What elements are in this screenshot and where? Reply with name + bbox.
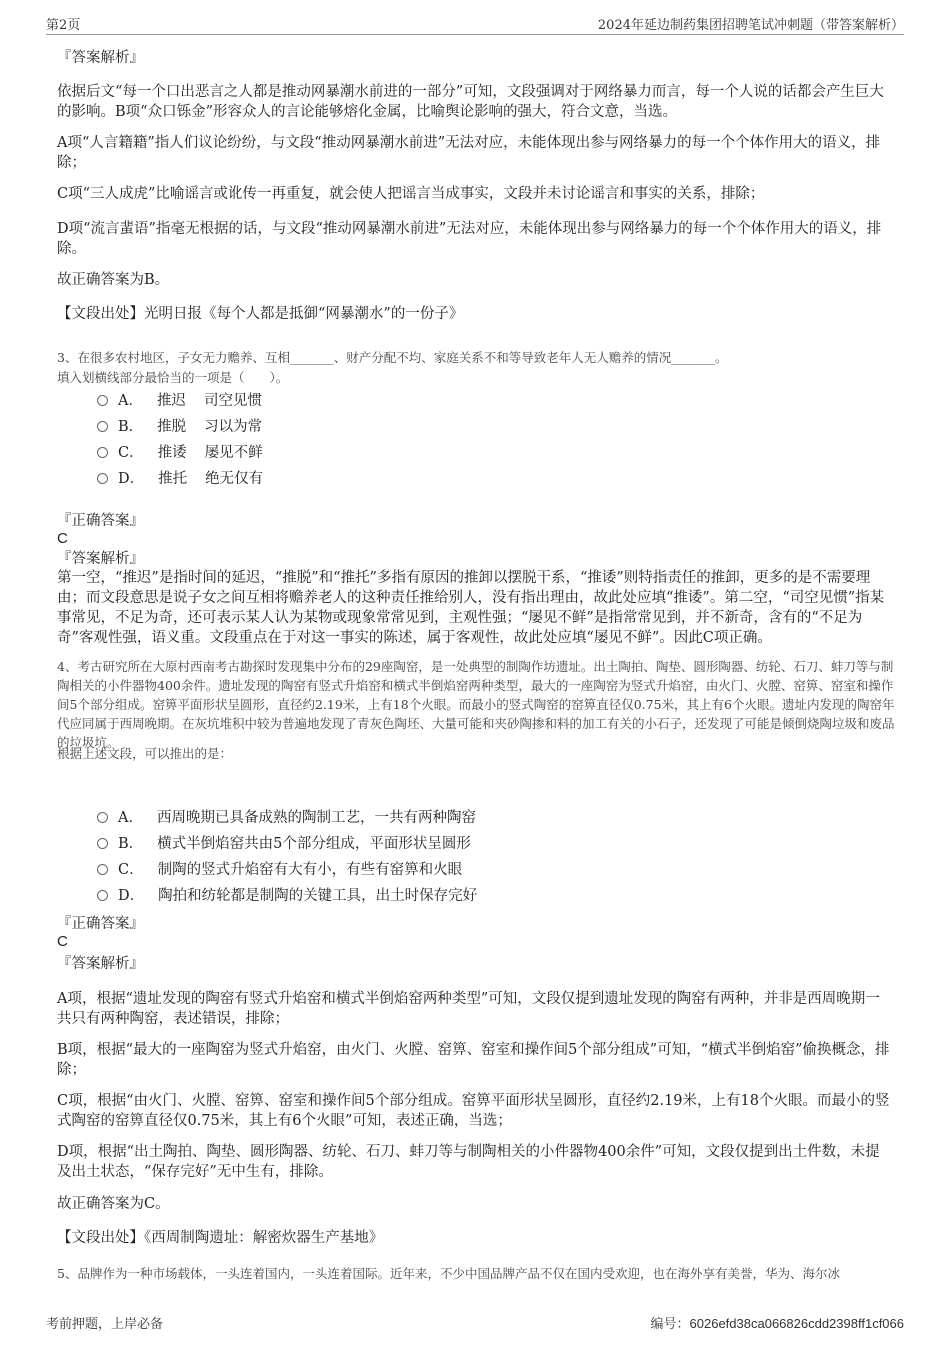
q3-analysis: 第一空，“推迟”是指时间的延迟，“推脱”和“推托”多指有原因的推卸以摆脱干系，“推诿”则特指责任的推卸，更多的是不需要理由；而文段意思是说子女之间互相将赡养老人的这种责任推给别人，没有指出理由，故此处应填“推诿”。第二空，“司空见惯”指某事常见，不足为奇，还可表示某人认为某物或现象常常见到，主观性强；“屡见不鲜”是指常常见到，并不新奇，含有的“不足为奇”客观性强，语义重。文段重点在于对这一事实的陈述，属于客观性，故此处应填“屡见不鲜”。因此C项正确。 — [57, 570, 885, 646]
q2-source: 【文段出处】光明日报《每个人都是抵御“网暴潮水”的一份子》 — [57, 306, 464, 322]
q4-prompt: 根据上述文段，可以推出的是： — [57, 746, 233, 761]
footer-slogan: 考前押题，上岸必备 — [46, 1317, 164, 1332]
q3-option-b[interactable]: B． 推脱 习以为常 — [97, 417, 262, 437]
radio-icon[interactable] — [97, 421, 108, 432]
page-number: 第2页 — [46, 18, 81, 33]
q4-option-c[interactable]: C． 制陶的竖式升焰窑有大有小，有些有窑箅和火眼 — [97, 860, 462, 880]
q5-stem: 5、品牌作为一种市场载体，一头连着国内，一头连着国际。近年来，不少中国品牌产品不仅在国内受欢迎，也在海外享有美誉，华为、海尔冰 — [57, 1266, 840, 1281]
q3-correct-label: 『正确答案』 — [57, 513, 144, 529]
q4-option-d[interactable]: D． 陶拍和纺轮都是制陶的关键工具，出土时保存完好 — [97, 886, 477, 906]
q3-option-a[interactable]: A． 推迟 司空见惯 — [97, 391, 262, 411]
radio-icon[interactable] — [97, 838, 108, 849]
q3-prompt: 填入划横线部分最恰当的一项是（ ）。 — [57, 370, 289, 385]
q4-option-b[interactable]: B． 横式半倒焰窑共由5个部分组成，平面形状呈圆形 — [97, 834, 471, 854]
radio-icon[interactable] — [97, 447, 108, 458]
q2-analysis-label: 『答案解析』 — [57, 50, 144, 66]
q2-analysis-c: C项“三人成虎”比喻谣言或讹传一再重复，就会使人把谣言当成事实，文段并未讨论谣言和事实的关系，排除； — [57, 186, 765, 202]
q4-analysis-d: D项，根据“出土陶拍、陶垫、圆形陶器、纺轮、石刀、蚌刀等与制陶相关的小件器物400余件”可知，文段仅提到出土件数，未提及出土状态，“保存完好”无中生有，排除。 — [57, 1144, 880, 1180]
q3-correct-answer: C — [57, 530, 68, 547]
q4-analysis-label: 『答案解析』 — [57, 956, 144, 972]
q4-analysis-b: B项，根据“最大的一座陶窑为竖式升焰窑，由火门、火膛、窑箅、窑室和操作间5个部分组成”可知，“横式半倒焰窑”偷换概念，排除； — [57, 1042, 890, 1078]
radio-icon[interactable] — [97, 473, 108, 484]
q2-analysis-a: A项“人言籍籍”指人们议论纷纷，与文段“推动网暴潮水前进”无法对应，未能体现出参与网络暴力的每一个个体作用大的语义，排除； — [57, 135, 881, 171]
q3-option-c[interactable]: C． 推诿 屡见不鲜 — [97, 443, 263, 463]
document-title: 2024年延边制药集团招聘笔试冲刺题（带答案解析） — [597, 18, 904, 33]
q4-correct-answer: C — [57, 933, 68, 950]
radio-icon[interactable] — [97, 812, 108, 823]
q3-stem: 3、在很多农村地区，子女无力赡养、互相_______、财产分配不均、家庭关系不和等导致老年人无人赡养的情况_______。 — [57, 350, 728, 365]
radio-icon[interactable] — [97, 395, 108, 406]
q2-analysis-d: D项“流言蜚语”指毫无根据的话，与文段“推动网暴潮水前进”无法对应，未能体现出参与网络暴力的每一个个体作用大的语义，排除。 — [57, 221, 882, 257]
q4-option-a[interactable]: A． 西周晚期已具备成熟的陶制工艺，一共有两种陶窑 — [97, 808, 476, 828]
q4-analysis-c: C项，根据“由火门、火膛、窑箅、窑室和操作间5个部分组成。窑箅平面形状呈圆形，直径约2.19米，上有18个火眼。而最小的竖式陶窑的窑箅直径仅0.75米，其上有6个火眼”可知，表述正确，当选； — [57, 1093, 890, 1129]
q3-analysis-label: 『答案解析』 — [57, 551, 144, 567]
q2-analysis-p1: 依据后文“每一个口出恶言之人都是推动网暴潮水前进的一部分”可知，文段强调对于网络暴力而言，每一个人说的话都会产生巨大的影响。B项“众口铄金”形容众人的言论能够熔化金属，比喻舆论影响的强大，符合文意，当选。 — [57, 84, 884, 120]
q4-analysis-a: A项，根据“遗址发现的陶窑有竖式升焰窑和横式半倒焰窑两种类型”可知，文段仅提到遗址发现的陶窑有两种，并非是西周晚期一共只有两种陶窑，表述错误，排除； — [57, 991, 880, 1027]
q4-correct-label: 『正确答案』 — [57, 916, 144, 932]
q4-conclusion: 故正确答案为C。 — [57, 1196, 170, 1212]
q3-option-d[interactable]: D． 推托 绝无仅有 — [97, 469, 263, 489]
page-header — [46, 14, 904, 35]
document-code: 编号：6026efd38ca066826cdd2398ff1cf066 — [650, 1316, 904, 1331]
radio-icon[interactable] — [97, 864, 108, 875]
q2-conclusion: 故正确答案为B。 — [57, 272, 170, 288]
radio-icon[interactable] — [97, 890, 108, 901]
q4-stem: 4、考古研究所在大原村西南考古勘探时发现集中分布的29座陶窑，是一处典型的制陶作坊遗址。出土陶拍、陶垫、圆形陶器、纺轮、石刀、蚌刀等与制陶相关的小件器物400余件。遗址发现的陶窑有竖式升焰窑和横式半倒焰窑两种类型，最大的一座陶窑为竖式升焰窑，由火门、火膛、窑箅、窑室和操作间5个部分组成。窑箅平面形状呈圆形，直径约2.19米，上有18个火眼。而最小的竖式陶窑的窑箅直径仅0.75米，其上有6个火眼。遗址内发现的陶窑年代应同属于西周晚期。在灰坑堆积中较为普遍地发现了青灰色陶坯、大量可能和夹砂陶掺和料的加工有关的小石子，还发现了可能是倾倒烧陶垃圾和废品的垃圾坑。 — [57, 659, 895, 750]
q4-source: 【文段出处】《西周制陶遗址：解密炊器生产基地》 — [57, 1230, 384, 1246]
